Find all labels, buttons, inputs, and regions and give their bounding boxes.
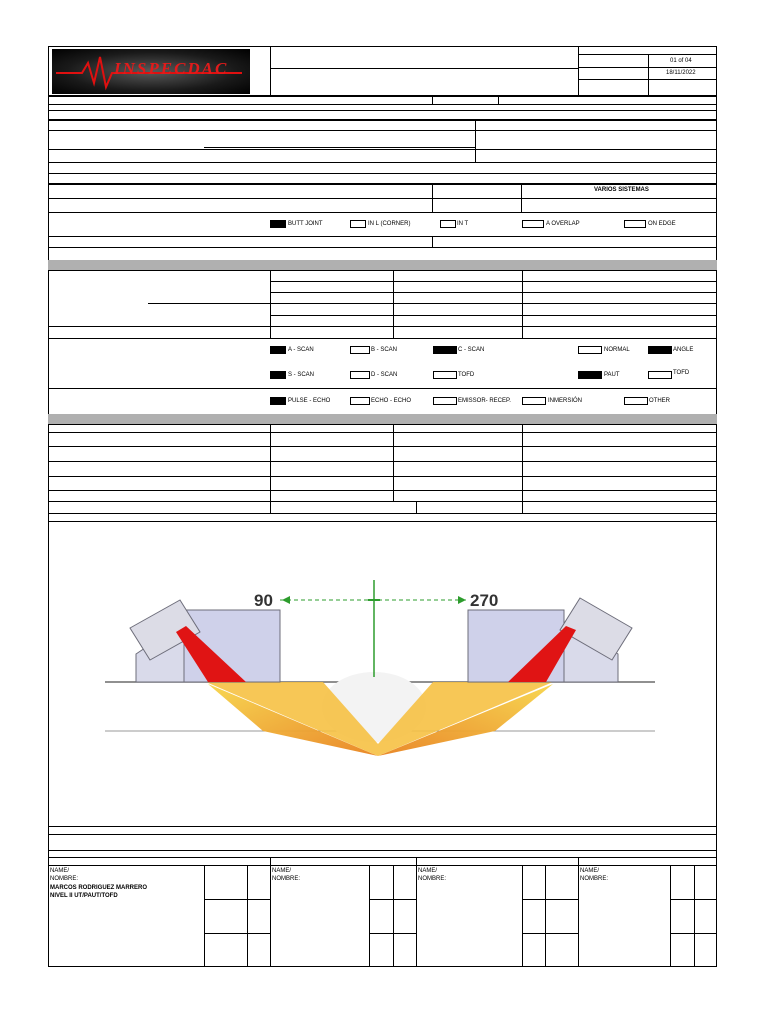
c-scan-label: C - SCAN [458,347,485,353]
tofd-checkbox[interactable] [433,371,457,379]
a-scan-label: A - SCAN [288,347,314,353]
name-label: NAME/ [580,868,600,874]
inspection-diagram [48,522,717,826]
tofd-probe-checkbox[interactable] [648,371,672,379]
report-date: 18/11/2022 [666,70,696,76]
section-divider [48,414,717,424]
other-label: OTHER [649,398,670,404]
pulse-echo-label: PULSE - ECHO [288,398,331,404]
pulse-echo-checkbox[interactable] [270,397,286,405]
nombre-label: NOMBRE: [580,876,609,882]
joint-t-checkbox[interactable] [440,220,456,228]
paut-label: PAUT [604,372,620,378]
joint-edge-label: ON EDGE [648,221,676,227]
angle-label: ANGLE [673,347,694,353]
joint-t-label: IN T [457,221,469,227]
a-scan-checkbox[interactable] [270,346,286,354]
normal-checkbox[interactable] [578,346,602,354]
d-scan-label: D - SCAN [371,372,398,378]
other-checkbox[interactable] [624,397,648,405]
angle-90-label: 90 [254,591,273,610]
d-scan-checkbox[interactable] [350,371,370,379]
paut-checkbox[interactable] [578,371,602,379]
joint-overlap-label: A OVERLAP [546,221,580,227]
tofd-probe-label: TOFD [673,370,690,376]
emissor-recep-checkbox[interactable] [433,397,457,405]
logo-text: INSPECDAC [114,59,229,78]
joint-corner-label: IN L (CORNER) [368,221,411,227]
joint-edge-checkbox[interactable] [624,220,646,228]
emissor-recep-label: EMISSOR- RECEP. [458,398,511,404]
joint-butt-checkbox[interactable] [270,220,286,228]
nombre-label: NOMBRE: [50,876,79,882]
name-label: NAME/ [272,868,292,874]
nombre-label: NOMBRE: [272,876,301,882]
section-divider [48,260,717,270]
s-scan-label: S - SCAN [288,372,315,378]
angle-270-label: 270 [470,591,499,610]
name-label: NAME/ [50,868,70,874]
echo-echo-checkbox[interactable] [350,397,370,405]
tofd-label: TOFD [458,372,475,378]
company-logo [52,49,250,94]
inspector-level: NIVEL II UT/PAUT/TOFD [50,893,118,899]
system-label: VARIOS SISTEMAS [594,187,649,193]
name-label: NAME/ [418,868,438,874]
page-number: 01 of 04 [670,58,692,64]
joint-overlap-checkbox[interactable] [522,220,544,228]
nombre-label: NOMBRE: [418,876,447,882]
inspector-name: MARCOS RODRIGUEZ MARRERO [50,885,147,891]
b-scan-checkbox[interactable] [350,346,370,354]
normal-label: NORMAL [604,347,630,353]
joint-corner-checkbox[interactable] [350,220,366,228]
inmersion-checkbox[interactable] [522,397,546,405]
joint-butt-label: BUTT JOINT [288,221,323,227]
inmersion-label: INMERSIÓN [548,398,583,404]
s-scan-checkbox[interactable] [270,371,286,379]
echo-echo-label: ECHO - ECHO [371,398,412,404]
c-scan-checkbox[interactable] [433,346,457,354]
b-scan-label: B - SCAN [371,347,398,353]
angle-checkbox[interactable] [648,346,672,354]
